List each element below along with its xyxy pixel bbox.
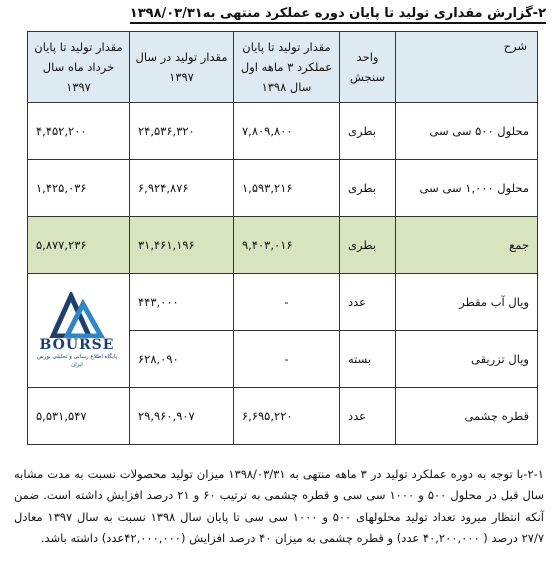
table-row [28, 103, 538, 160]
bourse-wordmark: BOURSE [39, 337, 115, 353]
row-year-1397: ۲۹,۹۶۰,۹۰۷ [130, 388, 234, 445]
row-year-1397: ۳۱,۴۶۱,۱۹۶ [130, 217, 234, 274]
row-unit: عدد [340, 274, 396, 331]
production-table [27, 31, 538, 445]
header-khordad-1397: مقدار تولید تا پایان خرداد ماه سال ۱۳۹۷ [28, 32, 130, 103]
row-description: جمع [396, 217, 538, 274]
row-description: محلول ۵۰۰ سی سی [396, 103, 538, 160]
row-year-1397: ۲۴,۵۳۶,۳۲۰ [130, 103, 234, 160]
row-description: ویال آب مقطر [396, 274, 538, 331]
bourse-logo-icon [49, 292, 105, 338]
row-q3-1398: ۶,۶۹۵,۲۲۰ [234, 388, 340, 445]
section-title: ۲-گزارش مقداری تولید تا پایان دوره عملکرد منتهی به۱۳۹۸/۰۳/۳۱ [130, 6, 546, 24]
analysis-note: ۲-۱-با توجه به دوره عملکرد تولید در ۳ ماهه منتهی به ۱۳۹۸/۰۳/۳۱ میزان تولید محصولات نسبت به مدت مشابه سال قبل در محلول ۵۰۰ و ۱۰۰۰ سی سی و قطره چشمی به ترتیب ۶۰ و ۲۱ درصد افزایش داشته است. ضمن آنکه انتظار میرود تعداد تولید محلولهای ۵۰۰ و ۱۰۰۰ سی سی تا پایان سال ۱۳۹۸ نسبت به سال ۱۳۹۷ معادل ۲۷/۷ درصد ( ۴۰,۲۰۰,۰۰۰ عدد) و قطره چشمی به میزان ۴۰ درصد افزایش (۴۲,۰۰۰,۰۰۰عدد) داشته باشد. [14, 466, 544, 545]
section-heading [0, 6, 546, 24]
row-description: ویال تزریقی [396, 331, 538, 388]
table-row [28, 388, 538, 445]
header-description: شرح [396, 32, 538, 103]
row-q3-1398: - [234, 331, 340, 388]
header-unit: واحد سنجش [340, 32, 396, 103]
row-unit: بطری [340, 217, 396, 274]
watermark-cell [28, 274, 130, 388]
header-year-1397: مقدار تولید در سال ۱۳۹۷ [130, 32, 234, 103]
row-q3-1398: ۱,۵۹۳,۲۱۶ [234, 160, 340, 217]
table-header-row [28, 32, 538, 103]
bourse-subtitle: پایگاه اطلاع رسانی و تحلیلی بورس ایران [37, 354, 117, 368]
row-khordad-1397: ۵,۸۷۷,۲۳۶ [28, 217, 130, 274]
row-year-1397: ۶۲۸,۰۹۰ [130, 331, 234, 388]
table-row [28, 274, 538, 331]
row-unit: بطری [340, 160, 396, 217]
row-khordad-1397: ۱,۴۲۵,۰۳۶ [28, 160, 130, 217]
row-description: محلول ۱,۰۰۰ سی سی [396, 160, 538, 217]
row-unit: بطری [340, 103, 396, 160]
row-unit: عدد [340, 388, 396, 445]
row-description: قطره چشمی [396, 388, 538, 445]
row-year-1397: ۴۴۳,۰۰۰ [130, 274, 234, 331]
bourse-logo [33, 292, 121, 369]
header-q3-1398: مقدار تولید تا پایان عملکرد ۳ ماهه اول سال ۱۳۹۸ [234, 32, 340, 103]
row-unit: بسته [340, 331, 396, 388]
row-khordad-1397: ۵,۵۳۱,۵۴۷ [28, 388, 130, 445]
table-total-row [28, 217, 538, 274]
row-khordad-1397: ۴,۴۵۲,۲۰۰ [28, 103, 130, 160]
row-q3-1398: ۹,۴۰۳,۰۱۶ [234, 217, 340, 274]
table-row [28, 160, 538, 217]
row-q3-1398: - [234, 274, 340, 331]
row-q3-1398: ۷,۸۰۹,۸۰۰ [234, 103, 340, 160]
row-year-1397: ۶,۹۲۴,۸۷۶ [130, 160, 234, 217]
